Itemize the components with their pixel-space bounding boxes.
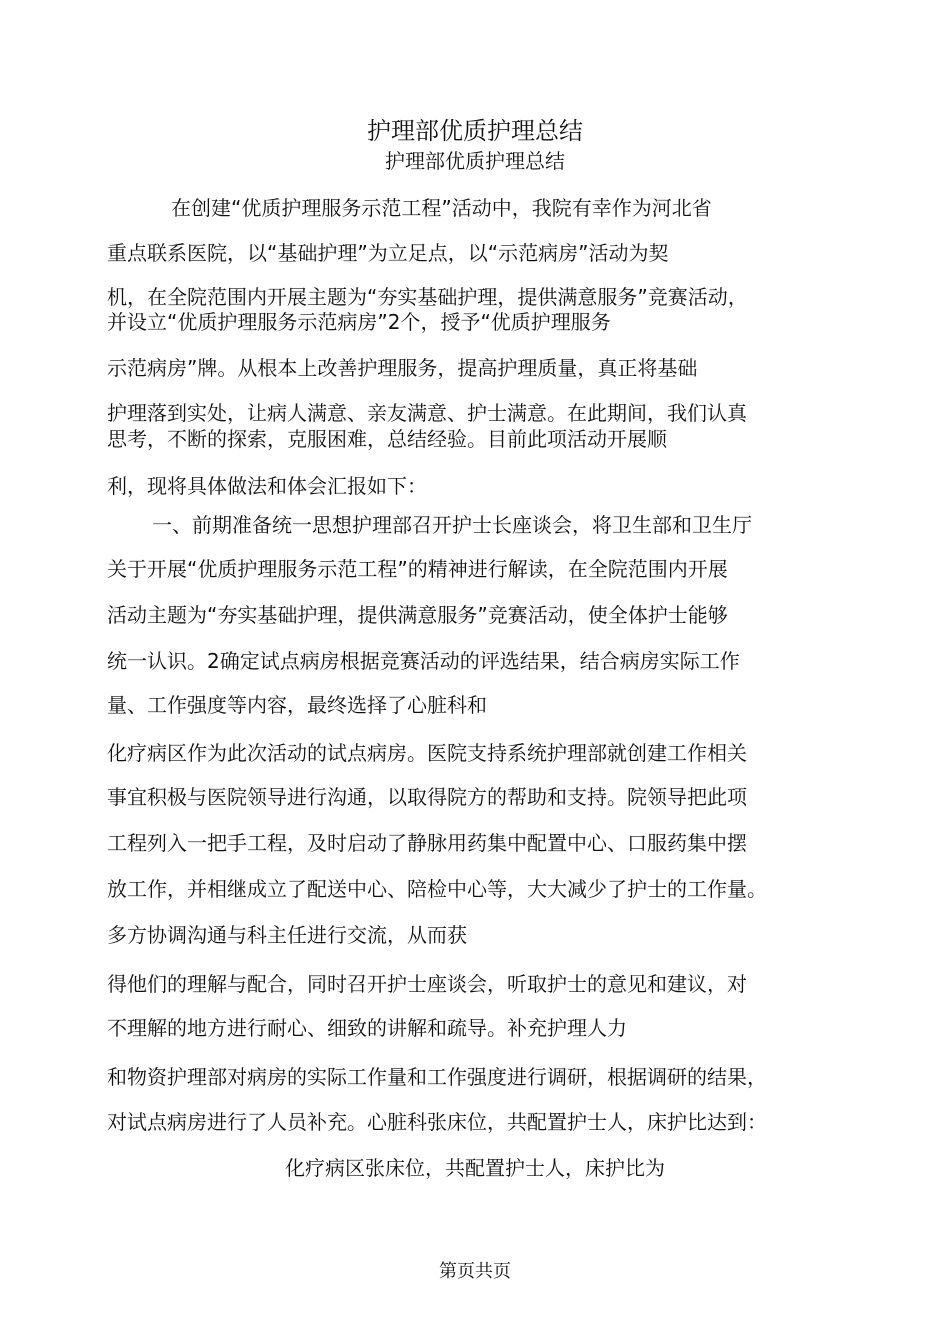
paragraph-line: 化疗病区张床位，共配置护士人，床护比为 — [285, 1156, 665, 1180]
page-footer: 第页共页 — [439, 1261, 511, 1282]
paragraph-line: 化疗病区作为此次活动的试点病房。医院支持系统护理部就创建工作相关 — [107, 741, 747, 765]
paragraph-line: 并设立“优质护理服务示范病房”2个，授予“优质护理服务 — [107, 310, 611, 334]
paragraph-line: 多方协调沟通与科主任进行交流，从而获 — [107, 923, 467, 947]
paragraph-line: 事宜积极与医院领导进行沟通，以取得院方的帮助和支持。院领导把此项 — [107, 785, 747, 809]
paragraph-line: 对试点病房进行了人员补充。心脏科张床位，共配置护士人，床护比达到： — [107, 1110, 767, 1134]
paragraph-line: 关于开展“优质护理服务示范工程”的精神进行解读，在全院范围内开展 — [107, 557, 728, 581]
paragraph-line: 利，现将具体做法和体会汇报如下： — [107, 474, 427, 498]
section-heading-line: 一、前期准备统一思想护理部召开护士长座谈会，将卫生部和卫生厅 — [152, 513, 752, 537]
paragraph-line: 示范病房”牌。从根本上改善护理服务，提高护理质量，真正将基础 — [107, 356, 698, 380]
paragraph-line: 量、工作强度等内容，最终选择了心脏科和 — [107, 693, 487, 717]
document-title: 护理部优质护理总结 — [367, 117, 583, 145]
paragraph-line: 护理落到实处，让病人满意、亲友满意、护士满意。在此期间，我们认真 — [107, 401, 747, 425]
paragraph-line: 放工作，并相继成立了配送中心、陪检中心等，大大减少了护士的工作量。 — [107, 877, 767, 901]
paragraph-line: 机，在全院范围内开展主题为“夯实基础护理，提供满意服务”竞赛活动， — [107, 285, 748, 309]
paragraph-line: 活动主题为“夯实基础护理，提供满意服务”竞赛活动，使全体护士能够 — [107, 603, 728, 627]
paragraph-line: 思考，不断的探索，克服困难，总结经验。目前此项活动开展顺 — [107, 427, 667, 451]
paragraph-line: 得他们的理解与配合，同时召开护士座谈会，听取护士的意见和建议，对 — [107, 972, 747, 996]
paragraph-line: 不理解的地方进行耐心、细致的讲解和疏导。补充护理人力 — [107, 1016, 627, 1040]
paragraph-line: 工程列入一把手工程，及时启动了静脉用药集中配置中心、口服药集中摆 — [107, 831, 747, 855]
paragraph-line: 在创建“优质护理服务示范工程”活动中，我院有幸作为河北省 — [171, 196, 712, 220]
document-subtitle: 护理部优质护理总结 — [385, 149, 565, 173]
paragraph-line: 统一认识。2确定试点病房根据竞赛活动的评选结果，结合病房实际工作 — [107, 649, 740, 673]
paragraph-line: 重点联系医院，以“基础护理”为立足点，以“示范病房”活动为契 — [107, 241, 669, 265]
paragraph-line: 和物资护理部对病房的实际工作量和工作强度进行调研，根据调研的结果， — [107, 1065, 767, 1089]
